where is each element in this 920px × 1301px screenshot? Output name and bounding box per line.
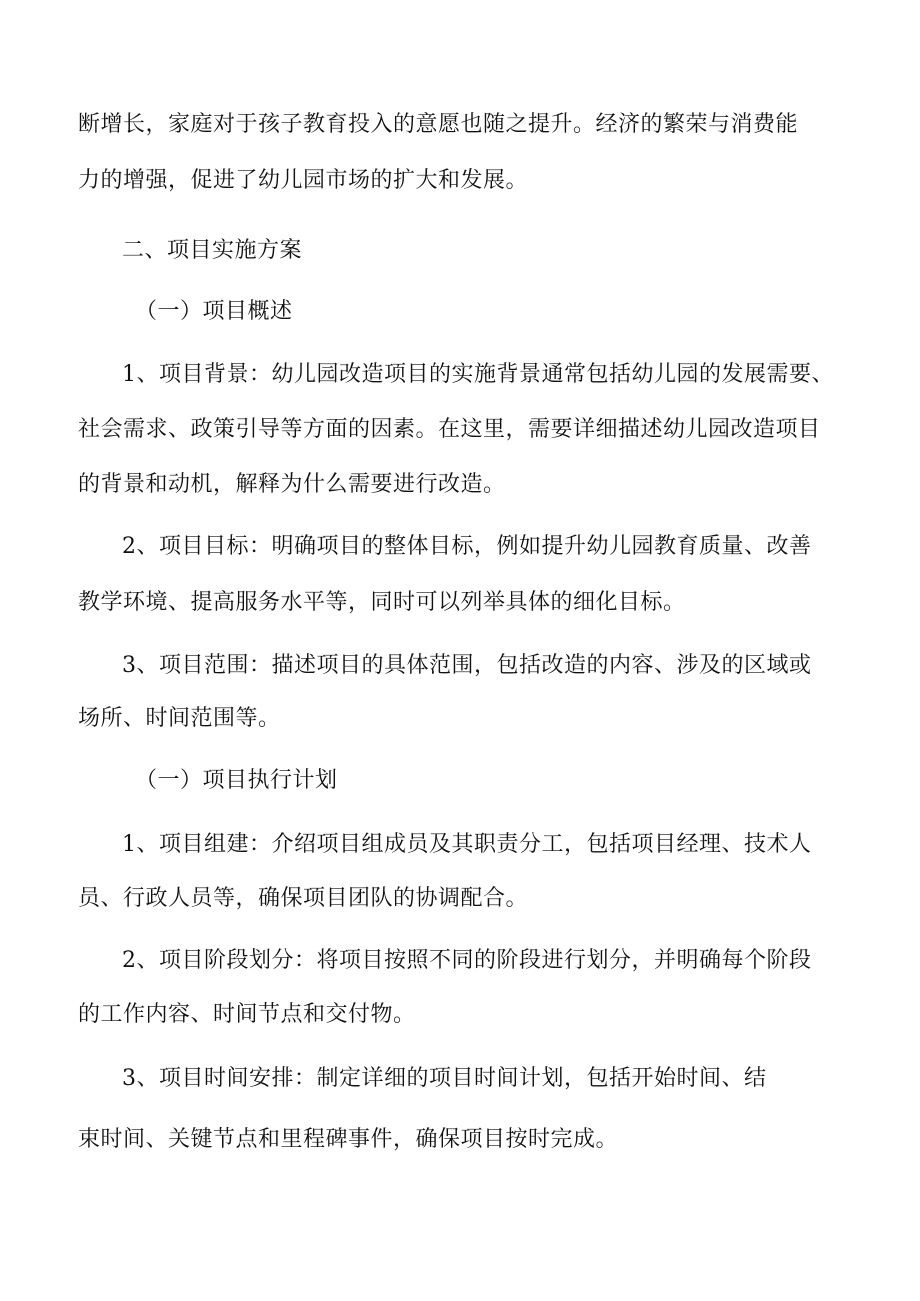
paragraph-line: 2、项目目标：明确项目的整体目标，例如提升幼儿园教育质量、改善 — [122, 534, 812, 559]
paragraph-line: 场所、时间范围等。 — [78, 706, 281, 731]
paragraph-line: 1、项目背景：幼儿园改造项目的实施背景通常包括幼儿园的发展需要、 — [122, 362, 834, 387]
paragraph-line: 断增长，家庭对于孩子教育投入的意愿也随之提升。经济的繁荣与消费能 — [78, 112, 799, 137]
paragraph-line: 的工作内容、时间节点和交付物。 — [78, 1002, 416, 1027]
paragraph-line: 力的增强，促进了幼儿园市场的扩大和发展。 — [78, 168, 529, 193]
paragraph-line: 束时间、关键节点和里程碑事件，确保项目按时完成。 — [78, 1127, 619, 1152]
paragraph-line: 教学环境、提高服务水平等，同时可以列举具体的细化目标。 — [78, 590, 686, 615]
paragraph-line: 员、行政人员等，确保项目团队的协调配合。 — [78, 886, 529, 911]
paragraph-line: 3、项目时间安排：制定详细的项目时间计划，包括开始时间、结 — [122, 1066, 767, 1091]
paragraph-line: 的背景和动机，解释为什么需要进行改造。 — [78, 472, 506, 497]
section-heading: 二、项目实施方案 — [122, 238, 303, 263]
paragraph-line: 社会需求、政策引导等方面的因素。在这里，需要详细描述幼儿园改造项目 — [78, 417, 821, 442]
subsection-heading: （一）项目执行计划 — [135, 768, 338, 793]
paragraph-line: 1、项目组建：介绍项目组成员及其职责分工，包括项目经理、技术人 — [122, 832, 812, 857]
paragraph-line: 2、项目阶段划分：将项目按照不同的阶段进行划分，并明确每个阶段 — [122, 948, 812, 973]
paragraph-line: 3、项目范围：描述项目的具体范围，包括改造的内容、涉及的区域或 — [122, 653, 812, 678]
subsection-heading: （一）项目概述 — [135, 299, 293, 324]
